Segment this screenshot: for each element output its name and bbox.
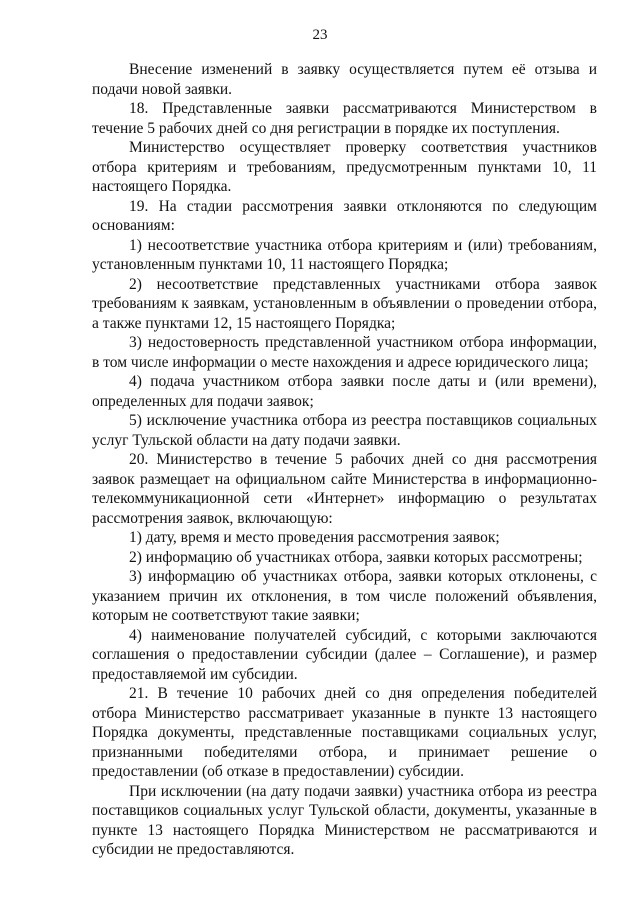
paragraph-21: 21. В течение 10 рабочих дней со дня определения победителей отбора Министерство рассматривает указанные в пункте 13 настоящего Порядка документы, представленные поставщиками социальных услуг, признанными победителями отбора, и принимает решение о предоставлении (об отказе в предоставлении) субсидии. (92, 685, 597, 780)
paragraph-19-item-5: 5) исключение участника отбора из реестра поставщиков социальных услуг Тульской области на дату подачи заявки. (92, 412, 597, 449)
paragraph-19-item-4: 4) подача участником отбора заявки после даты и (или времени), определенных для подачи заявок; (92, 373, 597, 410)
paragraph-20-item-1: 1) дату, время и место проведения рассмотрения заявок; (129, 529, 500, 546)
paragraph-19-item-1: 1) несоответствие участника отбора критериям и (или) требованиям, установленным пунктами 10, 11 настоящего Порядка; (92, 236, 597, 273)
paragraph-20-item-2: 2) информацию об участниках отбора, заявки которых рассмотрены; (129, 548, 583, 566)
paragraph-application-change: Внесение изменений в заявку осуществляется путем её отзыва и подачи новой заявки. (92, 61, 597, 98)
paragraph-20: 20. Министерство в течение 5 рабочих дней со дня рассмотрения заявок размещает на официальном сайте Министерства в информационно-телекоммуникационной сети «Интернет» информацию о результатах рассмотрения заявок, включающую: (92, 451, 597, 527)
paragraph-19-item-3: 3) недостоверность представленной участником отбора информации, в том числе информации о месте нахождения и адресе юридического лица; (92, 334, 597, 371)
paragraph-20-item-3: 3) информацию об участниках отбора, заявки которых отклонены, с указанием причин их отклонения, в том числе положений объявления, которым не соответствуют такие заявки; (92, 568, 597, 624)
paragraph-18: 18. Представленные заявки рассматриваются Министерством в течение 5 рабочих дней со дня регистрации в порядке их поступления. (92, 100, 597, 137)
paragraph-19-item-2: 2) несоответствие представленных участниками отбора заявок требованиям к заявкам, установленным в объявлении о проведении отбора, а также пунктами 12, 15 настоящего Порядка; (92, 275, 597, 332)
paragraph-20-item-4: 4) наименование получателей субсидий, с которыми заключаются соглашения о предоставлении субсидии (далее – Соглашение), и размер предоставляемой им субсидии. (92, 626, 597, 683)
paragraph-19: 19. На стадии рассмотрения заявки отклоняются по следующим основаниям: (92, 197, 597, 234)
document-body (92, 60, 597, 860)
paragraph-ministry-check: Министерство осуществляет проверку соответствия участников отбора критериям и требованиям, предусмотренным пунктами 10, 11 настоящего Порядка. (92, 139, 597, 195)
page-number: 23 (312, 27, 328, 43)
paragraph-exclusion: При исключении (на дату подачи заявки) участника отбора из реестра поставщиков социальных услуг Тульской области, документы, указанные в пункте 13 настоящего Порядка Министерством не рассматриваются и субсидии не предоставляются. (92, 782, 597, 858)
